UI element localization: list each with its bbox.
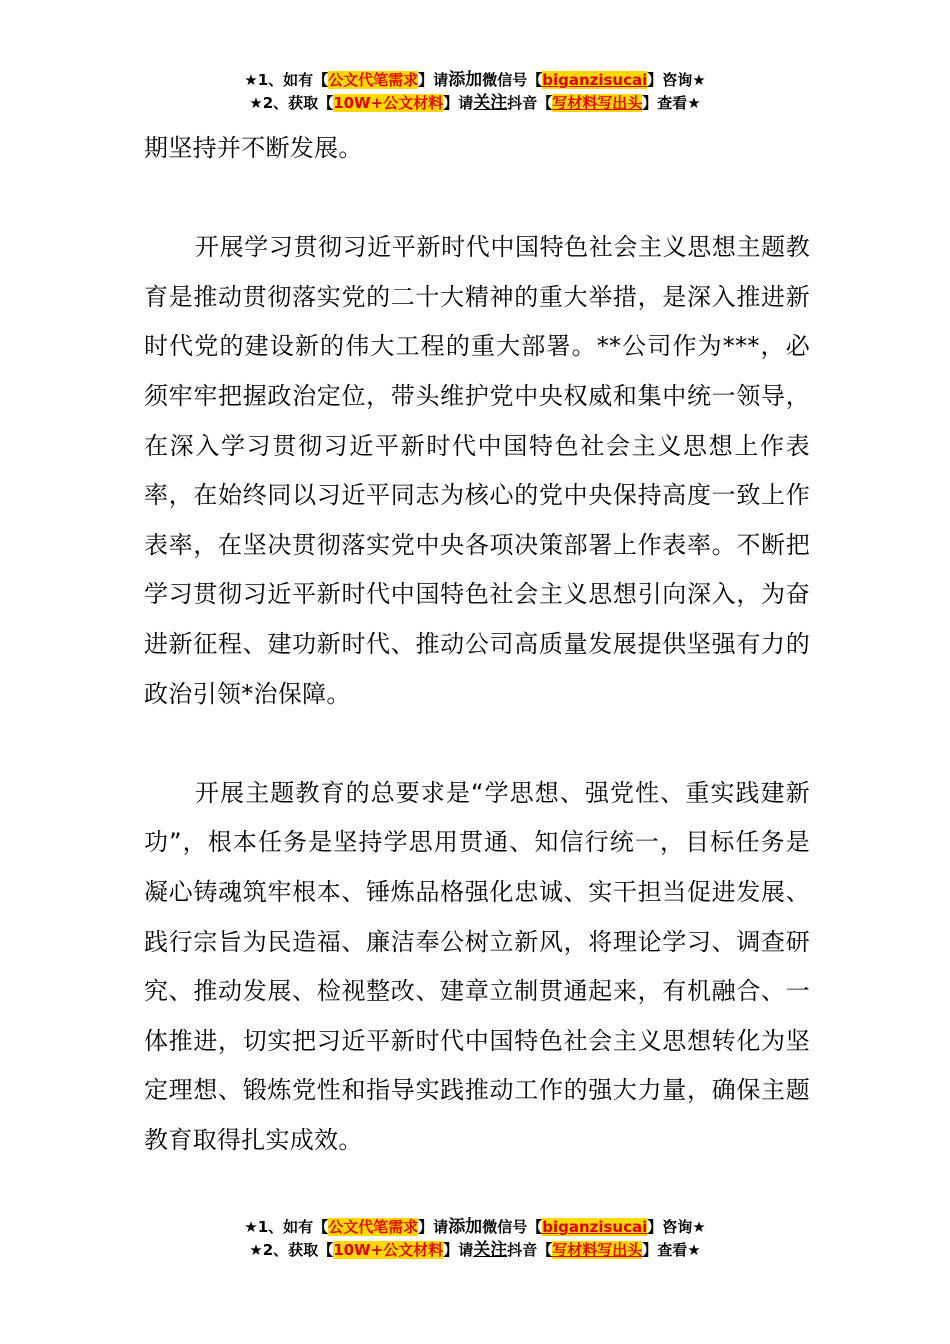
header-banner-line-1 — [0, 69, 950, 92]
banner-text: 】请 — [443, 1241, 474, 1259]
banner-text: 】请 — [418, 71, 449, 89]
banner-text: ★1、如有【 — [244, 71, 329, 89]
follow-emphasis: 关注 — [473, 93, 508, 113]
banner-text: 微信号【 — [482, 71, 543, 89]
banner-text: 微信号【 — [482, 1218, 543, 1236]
paragraph-general-requirements: 开展主题教育的总要求是“学思想、强党性、重实践建新功”，根本任务是坚持学思用贯通、知信行统一，目标任务是凝心铸魂筑牢根本、锤炼品格强化忠诚、实干担当促进发展、践行宗旨为民造福、廉洁奉公树立新风，将理论学习、调查研究、推动发展、检视整改、建章立制贯通起来，有机融合、一体推进，切实把习近平新时代中国特色社会主义思想转化为坚定理想、锻炼党性和指导实践推动工作的强大力量，确保主题教育取得扎实成效。 — [144, 778, 810, 1154]
banner-text: 】咨询★ — [647, 71, 706, 89]
banner-text: 】请 — [418, 1218, 449, 1236]
banner-text: 】查看★ — [642, 1241, 701, 1259]
continuation-line: 期坚持并不断发展。 — [144, 134, 363, 162]
footer-banner-line-1 — [0, 1216, 950, 1239]
wechat-id-link[interactable]: biganzisucai — [542, 71, 648, 89]
header-banner — [0, 69, 950, 115]
header-banner-line-2 — [0, 92, 950, 115]
document-body — [144, 124, 810, 1165]
banner-text: 】咨询★ — [647, 1218, 706, 1236]
douyin-account-link[interactable]: 写材料写出头 — [552, 94, 643, 112]
materials-highlight: 10W+公文材料 — [333, 1241, 444, 1259]
banner-text: ★2、获取【 — [249, 94, 334, 112]
add-emphasis: 添加 — [448, 70, 483, 90]
banner-text: ★2、获取【 — [249, 1241, 334, 1259]
banner-text: 】请 — [443, 94, 474, 112]
add-emphasis: 添加 — [448, 1217, 483, 1237]
douyin-account-link[interactable]: 写材料写出头 — [552, 1241, 643, 1259]
footer-banner-line-2 — [0, 1239, 950, 1262]
banner-text: 抖音【 — [507, 1241, 553, 1259]
banner-text: ★1、如有【 — [244, 1218, 329, 1236]
banner-text: 】查看★ — [642, 94, 701, 112]
materials-highlight: 10W+公文材料 — [333, 94, 444, 112]
paragraph-theme-education: 开展学习贯彻习近平新时代中国特色社会主义思想主题教育是推动贯彻落实党的二十大精神的重大举措，是深入推进新时代党的建设新的伟大工程的重大部署。**公司作为***，必须牢牢把握政治定位，带头维护党中央权威和集中统一领导，在深入学习贯彻习近平新时代中国特色社会主义思想上作表率，在始终同以习近平同志为核心的党中央保持高度一致上作表率，在坚决贯彻落实党中央各项决策部署上作表率。不断把学习贯彻习近平新时代中国特色社会主义思想引向深入，为奋进新征程、建功新时代、推动公司高质量发展提供坚强有力的政治引领*治保障。 — [144, 233, 810, 708]
writing-service-highlight: 公文代笔需求 — [328, 71, 419, 89]
wechat-id-link[interactable]: biganzisucai — [542, 1218, 648, 1236]
footer-banner — [0, 1216, 950, 1262]
writing-service-highlight: 公文代笔需求 — [328, 1218, 419, 1236]
follow-emphasis: 关注 — [473, 1240, 508, 1260]
banner-text: 抖音【 — [507, 94, 553, 112]
